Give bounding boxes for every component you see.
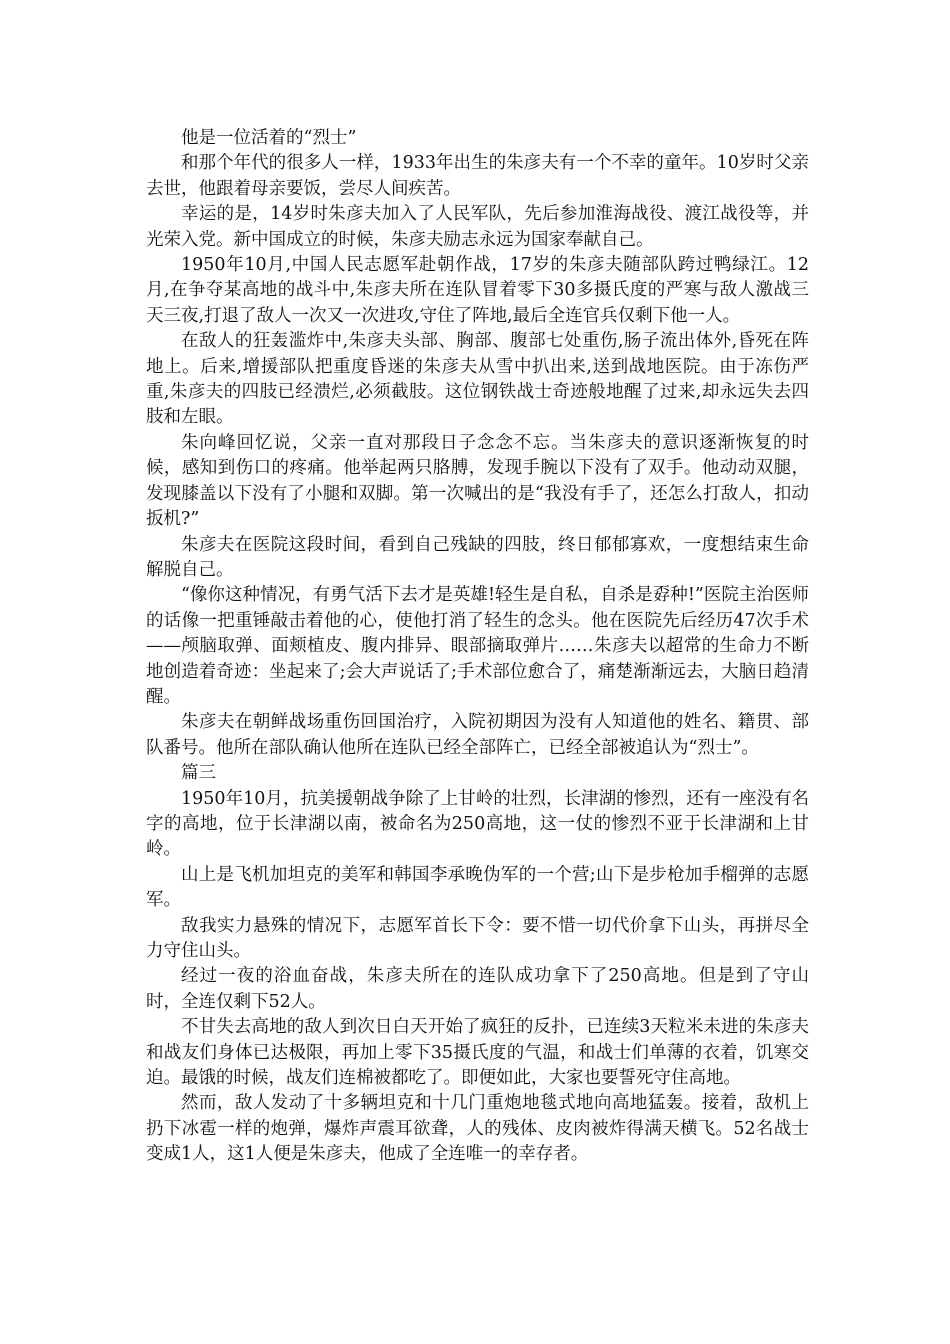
paragraph: 经过一夜的浴血奋战，朱彦夫所在的连队成功拿下了250高地。但是到了守山时，全连仅剩下52人。 (146, 966, 809, 1012)
paragraph: “像你这种情况，有勇气活下去才是英雄!轻生是自私，自杀是孬种!”医院主治医师的话像一把重锤敲击着他的心，使他打消了轻生的念头。他在医院先后经历47次手术——颅脑取弹、面颊植皮、腹内排异、眼部摘取弹片……朱彦夫以超常的生命力不断地创造着奇迹：坐起来了;会大声说话了;手术部位愈合了，痛楚渐渐远去，大脑日趋清醒。 (146, 585, 809, 707)
section-heading: 他是一位活着的“烈士” (181, 128, 357, 148)
paragraph: 山上是飞机加坦克的美军和韩国李承晚伪军的一个营;山下是步枪加手榴弹的志愿军。 (146, 864, 809, 911)
paragraph: 敌我实力悬殊的情况下，志愿军首长下令：要不惜一切代价拿下山头，再拼尽全力守住山头。 (146, 915, 809, 961)
paragraph: 朱向峰回忆说，父亲一直对那段日子念念不忘。当朱彦夫的意识逐渐恢复的时候，感知到伤口的疼痛。他举起两只胳膊，发现手腕以下没有了双手。他动动双腿，发现膝盖以下没有了小腿和双脚。第一次喊出的是“我没有手了，还怎么打敌人，扣动扳机?” (146, 432, 809, 530)
paragraph: 然而，敌人发动了十多辆坦克和十几门重炮地毯式地向高地猛轰。接着，敌机上扔下冰雹一样的炮弹，爆炸声震耳欲聋，人的残体、皮肉被炸得满天横飞。52名战士变成1人，这1人便是朱彦夫，他成了全连唯一的幸存者。 (146, 1093, 809, 1165)
paragraph: 1950年10月,中国人民志愿军赴朝作战，17岁的朱彦夫随部队跨过鸭绿江。12月,在争夺某高地的战斗中,朱彦夫所在连队冒着零下30多摄氏度的严寒与敌人激战三天三夜,打退了敌人一次又一次进攻,守住了阵地,最后全连官兵仅剩下他一人。 (146, 255, 809, 326)
document-body (146, 126, 809, 1168)
paragraph: 不甘失去高地的敌人到次日白天开始了疯狂的反扑，已连续3天粒米未进的朱彦夫和战友们身体已达极限，再加上零下35摄氏度的气温，和战士们单薄的衣着，饥寒交迫。最饿的时候，战友们连棉被都吃了。即便如此，大家也要誓死守住高地。 (146, 1017, 809, 1089)
section-heading: 篇三 (181, 763, 216, 784)
paragraph: 幸运的是，14岁时朱彦夫加入了人民军队，先后参加淮海战役、渡江战役等，并光荣入党。新中国成立的时候，朱彦夫励志永远为国家奉献自己。 (146, 204, 809, 250)
paragraph: 朱彦夫在朝鲜战场重伤回国治疗，入院初期因为没有人知道他的姓名、籍贯、部队番号。他所在部队确认他所在连队已经全部阵亡，已经全部被追认为“烈士”。 (146, 712, 809, 758)
paragraph: 1950年10月，抗美援朝战争除了上甘岭的壮烈，长津湖的惨烈，还有一座没有名字的高地，位于长津湖以南，被命名为250高地，这一仗的惨烈不亚于长津湖和上甘岭。 (146, 788, 809, 860)
paragraph: 在敌人的狂轰滥炸中,朱彦夫头部、胸部、腹部七处重伤,肠子流出体外,昏死在阵地上。后来,增援部队把重度昏迷的朱彦夫从雪中扒出来,送到战地医院。由于冻伤严重,朱彦夫的四肢已经溃烂,必须截肢。这位钢铁战士奇迹般地醒了过来,却永远失去四肢和左眼。 (146, 331, 809, 428)
paragraph: 朱彦夫在医院这段时间，看到自己残缺的四肢，终日郁郁寡欢，一度想结束生命解脱自己。 (146, 534, 809, 580)
paragraph: 和那个年代的很多人一样，1933年出生的朱彦夫有一个不幸的童年。10岁时父亲去世，他跟着母亲要饭，尝尽人间疾苦。 (146, 153, 809, 199)
